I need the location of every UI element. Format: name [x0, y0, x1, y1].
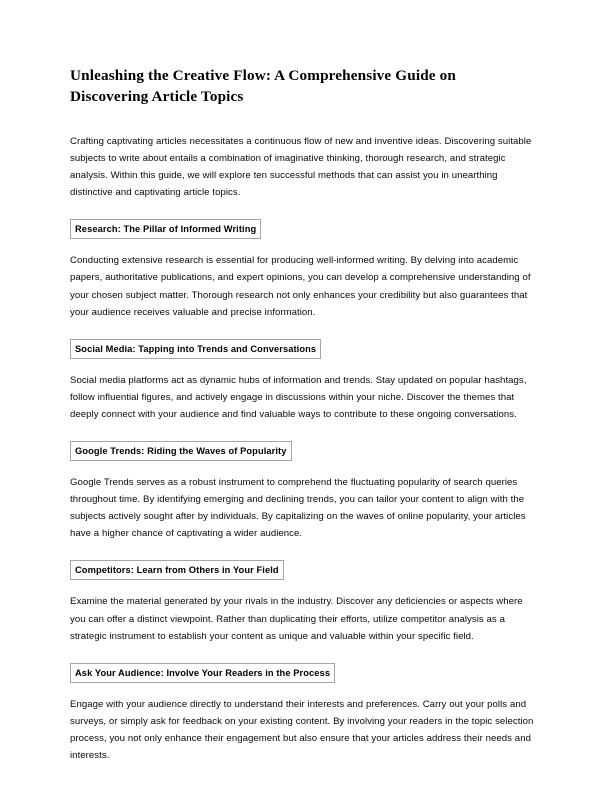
- document-content: [70, 66, 536, 764]
- section-body-social-media-block: [70, 372, 536, 423]
- section-body-google-trends: Google Trends serves as a robust instrument to comprehend the fluctuating popularity of search queries throughout time. By identifying emerging and declining trends, you can tailor your content to align with the subjects actively sought after by individuals. By capitalizing on the waves of online popularity, your articles have a higher chance of captivating a wider audience.: [70, 477, 526, 540]
- section-body-ask-your-audience: Engage with your audience directly to understand their interests and preferences. Carry out your polls and surveys, or simply ask for feedback on your existing content. By involving your readers in the topic selection process, you not only enhance their engagement but also ensure that your articles address their needs and interests.: [70, 698, 534, 761]
- section-body-research-block: [70, 252, 536, 320]
- section-heading-competitors: Competitors: Learn from Others in Your Field: [70, 560, 284, 580]
- section-ask-your-audience: [70, 663, 536, 764]
- section-heading-social-media: Social Media: Tapping into Trends and Conversations: [70, 339, 321, 359]
- section-body-competitors-block: [70, 593, 536, 644]
- document-title: Unleashing the Creative Flow: A Comprehensive Guide on Discovering Article Topics: [70, 67, 456, 105]
- section-heading-ask-your-audience: Ask Your Audience: Involve Your Readers in the Process: [70, 663, 335, 683]
- section-google-trends: [70, 441, 536, 542]
- section-body-google-trends-block: [70, 474, 536, 542]
- section-social-media: [70, 339, 536, 423]
- section-body-ask-your-audience-block: [70, 696, 536, 764]
- section-competitors: [70, 560, 536, 644]
- section-body-competitors: Examine the material generated by your rivals in the industry. Discover any deficiencies or aspects where you can offer a distinct viewpoint. Rather than duplicating their efforts, utilize competitor analysis as a strategic instrument to establish your content as unique and valuable within your specific field.: [70, 596, 523, 642]
- section-body-research: Conducting extensive research is essential for producing well-informed writing. By delving into academic papers, authoritative publications, and expert opinions, you can develop a comprehensive understanding of your chosen subject matter. Thorough research not only enhances your credibility but also guarantees that your audience receives valuable and precise information.: [70, 255, 531, 318]
- intro-paragraph-block: [70, 133, 536, 201]
- section-heading-google-trends: Google Trends: Riding the Waves of Popularity: [70, 441, 292, 461]
- intro-paragraph: Crafting captivating articles necessitates a continuous flow of new and inventive ideas. Discovering suitable subjects to write about entails a combination of imaginative thinking, thorough research, and strategic analysis. Within this guide, we will explore ten successful methods that can assist you in unearthing distinctive and captivating article topics.: [70, 136, 532, 199]
- section-heading-research: Research: The Pillar of Informed Writing: [70, 219, 261, 239]
- section-body-social-media: Social media platforms act as dynamic hubs of information and trends. Stay updated on popular hashtags, follow influential figures, and actively engage in discussions within your niche. Discover the themes that deeply connect with your audience and find valuable ways to contribute to these ongoing conversations.: [70, 374, 527, 420]
- section-research: [70, 219, 536, 320]
